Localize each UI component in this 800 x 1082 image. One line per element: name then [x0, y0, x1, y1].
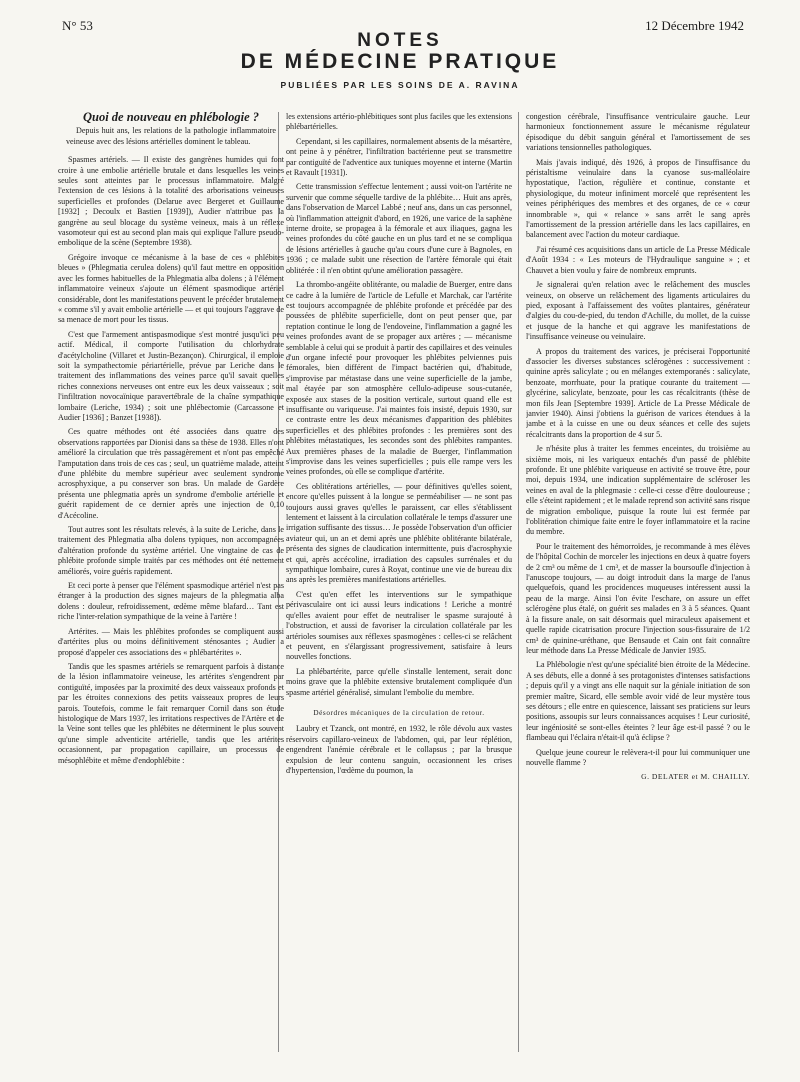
article-lead: Depuis huit ans, les relations de la pathologie inflammatoire veineuse avec des lésions artérielles dominent le tableau.: [66, 126, 276, 146]
paragraph: C'est que l'armement antispasmodique s'est montré jusqu'ici peu actif. Médical, il comporte l'utilisation du chlorhydrate d'acétylcholine (Villaret et Justin-Bezançon). Chirurgical, il emploie soit la sympathectomie périartérielle, prévue par Leriche dans le traitement des inflammations des veines parce qu'il savait quelles riches connexions nerveuses ont entre eux les deux vaisseaux ; soit l'infiltration novocaïnique paravertébrale de la chaîne sympathique lombaire (Leriche, 1934) ; soit une phlébectomie (Carcassone et Audier [1936] ; Banzet [1938]).: [58, 329, 284, 422]
paragraph: les extensions artério-phlébitiques sont plus faciles que les extensions phlébartérielles.: [286, 112, 512, 132]
paragraph: Cette transmission s'effectue lentement ; aussi voit-on l'artérite ne survenir que comme séquelle tardive de la phlébite… Huit ans après, dans l'observation de Marcel Labbé ; neuf ans, dans un cas personnel, où l'inflammation atteignit d'abord, en 1926, une varice de la saphène interne droite, se propagea à la fémorale et aux iliaques, gagna les veines profondes du côté gauche en un plus tard et ne se compliqua de lésions artérielles à gauche qu'au cours d'une cure à Bagnoles, en 1936 ; ce malade subit une résection de l'artère fémorale qui était oblitérée : il n'en obtint qu'une amélioration passagère.: [286, 182, 512, 275]
paragraph: Tout autres sont les résultats relevés, à la suite de Leriche, dans le traitement des Phlegmatia alba dolens typiques, non accompagnées d'altération profonde du système artériel. Une vingtaine de cas de phlébite profonde simple traités par ces méthodes ont été nettement améliorés, voire guéris rapidement.: [58, 525, 284, 576]
section-heading: Désordres mécaniques de la circulation de retour.: [313, 708, 485, 717]
paragraph: Cependant, si les capillaires, normalement absents de la mésartère, ont peine à y pénétrer, l'infiltration bactérienne peut se transmettre par contiguïté de l'adventice aux tuniques moyenne et interne (Martin et Ravault [1931]).: [286, 136, 512, 178]
paragraph: Tandis que les spasmes artériels se remarquent parfois à distance de la lésion inflammatoire veineuse, les artérites s'engendrent par contiguïté, imposées par la proximité des deux vaisseaux profonds et par les étroites connexions des petits vaisseaux propres de leurs parois. Toutefois, comme le fait remarquer Cornil dans son étude histologique de Mars 1937, les irritations respectives de l'Artère et de la Veine sont telles que les phlébites ne déterminent le plus souvent qu'une simple adventicite artérielle, tandis que les artérites occasionnent, par propagation capillaire, un processus de mésophlébite et même d'endophlébite :: [58, 661, 284, 765]
issue-number: N° 53: [62, 18, 93, 33]
paragraph: Spasmes artériels. — Il existe des gangrènes humides qui font croire à une embolie artérielle brutale et dans lesquelles les veines seules sont atteintes par le processus inflammatoire. Malgré l'extension de ces lésions à la totalité des arborisations veineuses superficielles et profondes (Delarue avec Bergeret et Guillaume [1932] ; Decoulx et Bastien [1939]), Audier n'attribue pas la gangrène au seul blocage du système veineux, mais à un réflexe vasomoteur qui est au second plan mais qui explique l'allure pseudo-embolique de la scène (Septembre 1938).: [58, 155, 284, 248]
paragraph: La thrombo-angéite oblitérante, ou maladie de Buerger, entre dans ce cadre à la lumière de l'article de Lefulle et Marchak, car l'artérite est toujours accompagnée de phlébite profonde et précédée par des poussées de phlébite superficielle, dont on peut penser que, par reptation continue le long de l'endoveine, l'inflammation a gagné les veines profondes avant de se propager aux artères ; — mécanisme semblable à celui qui se produit à partir des capillaires et des veinules d'un organe infecté pour provoquer les phlébites pelviennes puis fémorales, bien différent de l'impact bactérien qui, d'habitude, s'improvise par métastase dans une veine superficielle de la jambe, mal étayée par son atmosphère cellulo-adipeuse sous-cutanée, exposée aux stases de la position verticale, surtout quand elle est insuffisante ou variqueuse. J'ai maintes fois insisté, depuis 1930, sur ce contraste entre les deux mécanismes d'apparition des phlébites superficielles et des phlébites profondes : les premières sont des phlébites métastatiques, les secondes sont des phlébites rampantes. Aux premières phases de la maladie de Buerger, l'inflammation s'improvise dans les veines superficielles ; puis elle rampe vers les veines profondes, où elle se complique d'artérite.: [286, 280, 512, 477]
paragraph: Ces oblitérations artérielles, — pour définitives qu'elles soient, encore qu'elles puissent à la longue se perméabiliser — ne sont pas toujours aussi graves qu'elles le paraissent, car elles s'établissent lentement et laissent à la circulation collatérale le temps d'assurer une irrigation suffisante des tissus… Je possède l'observation d'un officier aviateur qui, un an et demi après une phlébite oblitérante bilatérale, présenta des signes de claudication intermittente, puis d'acrosphyxie et qui, après accécoline, irradiation des capsules surrénales et du sympathique lombaire, cures à Royat, continue une vie de bureau dix ans après les premières manifestations artérielles.: [286, 481, 512, 585]
issue-date: 12 Décembre 1942: [645, 18, 744, 33]
author-signature: G. DELATER et M. CHAILLY.: [641, 772, 750, 782]
paragraph: Pour le traitement des hémorroïdes, je recommande à mes élèves de l'hôpital Cochin de morceler les injections en deux à quatre foyers de 2 cm³ ou même de 1 cm³, et de masser la boursoufle d'injection à l'anuscope toujours, — au doigt introduit dans la marge de l'anus quelquefois, quand les procidences muqueuses intéressent aussi la peau de la marge. Ainsi l'on évite l'eschare, on assure un effet sclérogène plus étalé, on guérit ses malades en 3 à 5 séances. Quant à la fissure anale, on sait désormais quel miraculeux apaisement et quelle rapide cicatrisation procure l'injection sous-fissuraire de 1/2 cm³ de quinine-uréthane, que Bensaude et Cain ont fait connaître leur méthode dans La Presse Médicale de Janvier 1935.: [526, 541, 750, 655]
column-3: [526, 112, 750, 1072]
paragraph: Grégoire invoque ce mécanisme à la base de ces « phlébites bleues » (Phlegmatia cerulea dolens) qu'il faut mettre en opposition avec les formes habituelles de la Phlegmatia alba dolens ; à l'élément inflammatoire veineux s'ajoute un élément spasmodique artériel considérable, dont les manifestations peuvent le précéder brutalement « comme s'il y avait embolie artérielle — et qui toujours l'aggrave de sa menace de mort pour les tissus.: [58, 252, 284, 325]
paragraph: Et ceci porte à penser que l'élément spasmodique artériel n'est pas étranger à la production des signes majeurs de la phlegmatia alba dolens : douleur, refroidissement, œdème même blafard… Tant est riche l'inter-relation sympathique de la veine à l'artère !: [58, 581, 284, 622]
paragraph: La Phlébologie n'est qu'une spécialité bien étroite de la Médecine. A ses débuts, elle a donné à ses protagonistes d'intenses satisfactions ; depuis qu'il y a vingt ans elle naquit sur la géniale initiation de son premier maître, Sicard, elle semble avoir vidé de leur mystère tous ses détours ; elle entre en quiescence, laissant ses praticiens sur leurs positions, assoupis sur leurs connaissances acquises ! Leur curiosité, leur ingéniosité se sont-elles éteintes ? leur âge est-il passé ? ou le flambeau qui l'éclaira n'était-il qu'à éclipse ?: [526, 660, 750, 743]
masthead-title-line2: DE MÉDECINE PRATIQUE: [240, 50, 560, 73]
paragraph: J'ai résumé ces acquisitions dans un article de La Presse Médicale d'Août 1934 : « Les moteurs de l'Hydraulique sanguine » ; et Chauvet a bien voulu y faire de nombreux emprunts.: [526, 244, 750, 275]
masthead-subtitle: PUBLIÉES PAR LES SOINS DE A. RAVINA: [280, 80, 520, 90]
paragraph: congestion cérébrale, l'insuffisance ventriculaire gauche. Leur harmonieux fonctionnement assure le mécanisme régulateur épisodique du débit sanguin général et l'amortissement de ses variations tensionnelles pathologiques.: [526, 112, 750, 153]
paragraph: La phlébartérite, parce qu'elle s'installe lentement, serait donc moins grave que la phlébite extensive brutalement compliquée d'un spasme artériel généralisé, simulant l'embolie du membre.: [286, 666, 512, 697]
paragraph: Je signalerai qu'en relation avec le relâchement des muscles veineux, on observe un relâchement des ligaments articulaires du pied, exposant à l'affaissement des voûtes plantaires, générateur d'algies du cou-de-pied, du tendon d'Achille, du mollet, de la cuisse et jusque de la hanche et qui aggrave les manifestations de l'insuffisance veineuse ou veinulaire.: [526, 280, 750, 342]
paragraph: Ces quatre méthodes ont été associées dans quatre des observations rapportées par Dionisi dans sa thèse de 1938. Elles n'ont amélioré la circulation que très passagèrement et n'ont pas empêché l'amputation dans trois de ces cas ; seul, un quatrième malade, atteint d'une phlébite du membre supérieur avec seulement syndrome acrosphyxique, a pu conserver son bras. Un malade de Gardère présenta une phlegmatia après un syndrome d'embolie artérielle et guérit rapidement de ce dernier après une injection de 0,10 d'Acécoline.: [58, 427, 284, 520]
paragraph: Je n'hésite plus à traiter les femmes enceintes, du troisième au sixième mois, ni les variqueux entachés d'un passé de phlébite profonde. Et une phlébite variqueuse en activité se trouve être, pour moi, depuis 1934, une indication supplémentaire de scléroser les veines en aval de la phlegmasie : celle-ci cesse d'être douloureuse ; elle s'éteint rapidement ; et le malade reprend son activité sans risque de migration embolique, puisque la route lui est fermée par l'oblitération chimique faite entre le foyer inflammatoire et la racine du membre.: [526, 444, 750, 537]
paragraph: Artérites. — Mais les phlébites profondes se compliquent aussi d'artérites plus ou moins définitivement sténosantes ; Audier a proposé d'appeler ces associations des « phlébartérites ».: [58, 626, 284, 657]
column-2: [286, 112, 512, 1072]
column-divider: [518, 112, 519, 1052]
article-title: Quoi de nouveau en phlébologie ?: [82, 112, 260, 124]
column-1: [58, 112, 284, 1072]
paragraph: A propos du traitement des varices, je préciserai l'opportunité d'associer les diverses substances sclérogènes : successivement : quinine après salicylate ; ou en mélanges extemporanés : salicylate, benzoate, morrhuate, pour la pratique courante du traitement — glycérine, salicylate, benzoate, pour les cas récalcitrants (thèse de mon fils Jean [Septembre 1939]. Article de La Presse Médicale de janvier 1940). Ainsi j'obtiens la guérison de varices étendues à la jambe et à la cuisse en une ou deux séances et celle des sujets récalcitrants dans la proportion de 4 sur 5.: [526, 346, 750, 439]
paragraph: Laubry et Tzanck, ont montré, en 1932, le rôle dévolu aux vastes réservoirs capillaro-veineux de l'abdomen, qui, par leur réplétion, engendrent l'anémie cérébrale et le collapsus ; par la brusque expulsion de leur contenu sanguin, occasionnent les crises d'hypertension, l'œdème du poumon, la: [286, 724, 512, 775]
paragraph: Quelque jeune coureur le relèvera-t-il pour lui communiquer une nouvelle flamme ?: [526, 747, 750, 767]
paragraph: C'est qu'en effet les interventions sur le sympathique périvasculaire ont ici aussi leurs indications ! Leriche a montré qu'elles avaient pour effet de neutraliser le spasme surajouté à l'obstruction, et aussi de favoriser la circulation collatérale par les artérioles soumises aux réflexes spasmogènes : celles-ci se relâchent et peuvent, en s'élargissant progressivement, satisfaire à leurs nouvelles fonctions.: [286, 589, 512, 662]
masthead-title-line1: NOTES: [357, 30, 443, 51]
paragraph: Mais j'avais indiqué, dès 1926, à propos de l'insuffisance du péristaltisme veinulaire dans la cyanose sus-malléolaire hypostatique, l'action, régulière et continue, constante et physiologique, du moteur infiniment morcelé que représentent les veines périphériques des membres et des organes, de ce « cœur innombrable », qui « relance » sans arrêt le sang après l'amortissement de la pression artérielle dans les lacs capillaires, en balancement avec l'action du moteur cardiaque.: [526, 157, 750, 240]
